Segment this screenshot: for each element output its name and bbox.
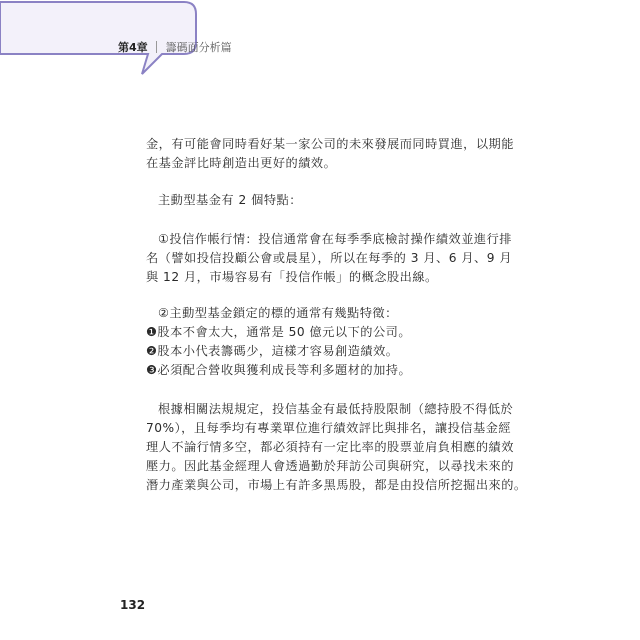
feature-item: ❶股本不會太大，通常是 50 億元以下的公司。 — [146, 325, 412, 339]
running-header — [118, 38, 232, 56]
feature-item: ❸必須配合營收與獲利成長等利多題材的加持。 — [146, 363, 412, 377]
page-number: 132 — [120, 598, 146, 612]
paragraph-line: 根據相關法規規定，投信基金有最低持股限制（總持股不得低於 — [158, 402, 514, 416]
paragraph-line: 潛力產業與公司，市場上有許多黑馬股，都是由投信所挖掘出來的。 — [146, 478, 527, 492]
point-one-line: 名（譬如投信投顧公會或晨星），所以在每季的 3 月、6 月、9 月 — [146, 251, 513, 265]
chapter-title: 籌碼面分析篇 — [165, 41, 232, 54]
chapter-label: 第4章 — [118, 41, 148, 54]
point-one-line: ①投信作帳行情：投信通常會在每季季底檢討操作績效並進行排 — [158, 232, 512, 246]
paragraph-line: 壓力。因此基金經理人會透過勤於拜訪公司與研究，以尋找未來的 — [146, 459, 514, 473]
paragraph-line: 理人不論行情多空，都必須持有一定比率的股票並肩負相應的績效 — [146, 440, 514, 454]
speech-bubble-tab — [0, 0, 640, 80]
section-intro: 主動型基金有 2 個特點： — [158, 193, 302, 207]
paragraph-line: 70%），且每季均有專業單位進行績效評比與排名，讓投信基金經 — [146, 421, 512, 435]
feature-item: ❷股本小代表籌碼少，這樣才容易創造績效。 — [146, 344, 399, 358]
paragraph-line: 金，有可能會同時看好某一家公司的未來發展而同時買進，以期能 — [146, 137, 514, 151]
point-two-heading: ②主動型基金鎖定的標的通常有幾點特徵： — [158, 306, 398, 320]
body-text — [146, 135, 527, 495]
point-one-line: 與 12 月，市場容易有「投信作帳」的概念股出線。 — [146, 270, 438, 284]
header-divider — [156, 41, 157, 53]
paragraph-line: 在基金評比時創造出更好的績效。 — [146, 156, 337, 170]
